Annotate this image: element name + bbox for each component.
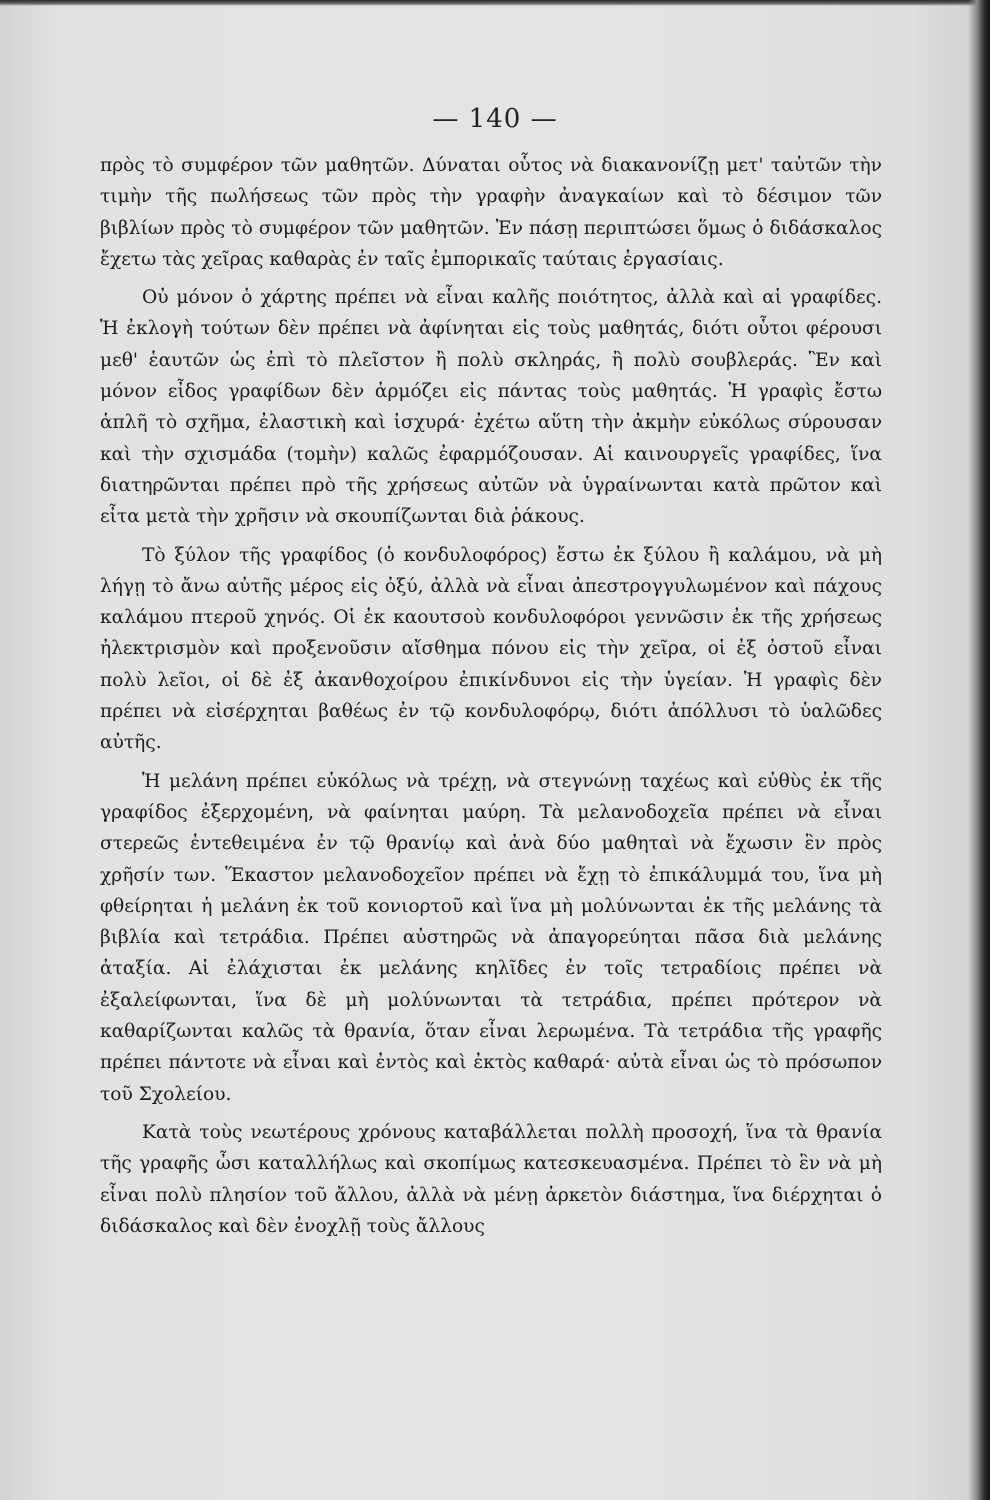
paragraph-2: Οὐ μόνον ὁ χάρτης πρέπει νὰ εἶναι καλῆς ποιότητος, ἀλλὰ καὶ αἱ γραφίδες. Ἡ ἐκλογὴ τούτων δὲν πρέπει νὰ ἀφίνηται εἰς τοὺς μαθητάς, διότι οὗτοι φέρουσι μεθ' ἑαυτῶν ὡς ἐπὶ τὸ πλεῖστον ἢ πολὺ σκληράς, ἢ πολὺ σουβλεράς. Ἓν καὶ μόνον εἶδος γραφίδων δὲν ἁρμόζει εἰς πάντας τοὺς μαθητάς. Ἡ γραφὶς ἔστω ἁπλῆ τὸ σχῆμα, ἐλαστικὴ καὶ ἰσχυρά· ἐχέτω αὕτη τὴν ἀκμὴν εὐκόλως σύρουσαν καὶ τὴν σχισμάδα (τομὴν) καλῶς ἐφαρμόζουσαν. Αἱ καινουργεῖς γραφίδες, ἵνα διατηρῶνται πρέπει πρὸ τῆς χρήσεως αὐτῶν νὰ ὑγραίνωνται κατὰ πρῶτον καὶ εἶτα μετὰ τὴν χρῆσιν νὰ σκουπίζωνται διὰ ῥάκους. — [100, 287, 882, 528]
page-number: — 140 — — [432, 104, 558, 134]
paragraph-5: Κατὰ τοὺς νεωτέρους χρόνους καταβάλλεται πολλὴ προσοχή, ἵνα τὰ θρανία τῆς γραφῆς ὦσι καταλλήλως καὶ σκοπίμως κατεσκευασμένα. Πρέπει τὸ ἓν νὰ μὴ εἶναι πολὺ πλησίον τοῦ ἄλλου, ἀλλὰ νὰ μένῃ ἀρκετὸν διάστημα, ἵνα διέρχηται ὁ διδάσκαλος καὶ δὲν ἐνοχλῇ τοὺς ἄλλους — [100, 1121, 882, 1237]
page-top-shadow — [0, 0, 990, 6]
paragraph-1: πρὸς τὸ συμφέρον τῶν μαθητῶν. Δύναται οὗτος νὰ διακανονίζῃ μετ' ταὐτῶν τὴν τιμὴν τῆς πωλήσεως τῶν πρὸς τὴν γραφὴν ἀναγκαίων καὶ τὸ δέσιμον τῶν βιβλίων πρὸς τὸ συμφέρον τῶν μαθητῶν. Ἐν πάσῃ περιπτώσει ὅμως ὁ διδάσκαλος ἔχετω τὰς χεῖρας καθαρὰς ἐν ταῖς ἐμπορικαῖς ταύταις ἐργασίαις. — [100, 155, 882, 270]
body-text — [100, 150, 882, 1242]
page-binding-shadow — [968, 0, 990, 1500]
paragraph-4: Ἡ μελάνη πρέπει εὐκόλως νὰ τρέχῃ, νὰ στεγνώνῃ ταχέως καὶ εὐθὺς ἐκ τῆς γραφίδος ἐξερχομένη, νὰ φαίνηται μαύρη. Τὰ μελανοδοχεῖα πρέπει νὰ εἶναι στερεῶς ἐντεθειμένα ἐν τῷ θρανίῳ καὶ ἀνὰ δύο μαθηταὶ νὰ ἔχωσιν ἓν πρὸς χρῆσίν των. Ἕκαστον μελανοδοχεῖον πρέπει νὰ ἔχῃ τὸ ἐπικάλυμμά του, ἵνα μὴ φθείρηται ἡ μελάνη ἐκ τοῦ κονιορτοῦ καὶ ἵνα μὴ μολύνωνται ἐκ τῆς μελάνης τὰ βιβλία καὶ τετράδια. Πρέπει αὐστηρῶς νὰ ἀπαγορεύηται πᾶσα διὰ μελάνης ἀταξία. Αἱ ἐλάχισται ἐκ μελάνης κηλῖδες ἐν τοῖς τετραδίοις πρέπει νὰ ἐξαλείφωνται, ἵνα δὲ μὴ μολύνωνται τὰ τετράδια, πρέπει πρότερον νὰ καθαρίζωνται καλῶς τὰ θρανία, ὅταν εἶναι λερωμένα. Τὰ τετράδια τῆς γραφῆς πρέπει πάντοτε νὰ εἶναι καὶ ἐντὸς καὶ ἐκτὸς καθαρά· αὐτὰ εἶναι ὡς τὸ πρόσωπον τοῦ Σχολείου. — [100, 770, 882, 1105]
paragraph-3: Τὸ ξύλον τῆς γραφίδος (ὁ κονδυλοφόρος) ἔστω ἐκ ξύλου ἢ καλάμου, νὰ μὴ λήγῃ τὸ ἄνω αὐτῆς μέρος εἰς ὀξύ, ἀλλὰ νὰ εἶναι ἀπεστρογγυλωμένον καὶ πάχους καλάμου πτεροῦ χηνός. Οἱ ἐκ καουτσοὺ κονδυλοφόροι γεννῶσιν ἐκ τῆς χρήσεως ἠλεκτρισμὸν καὶ προξενοῦσιν αἴσθημα πόνου εἰς τὴν χεῖρα, οἱ ἐξ ὀστοῦ εἶναι πολὺ λεῖοι, οἱ δὲ ἐξ ἀκανθοχοίρου ἐπικίνδυνοι εἰς τὴν ὑγείαν. Ἡ γραφὶς δὲν πρέπει νὰ εἰσέρχηται βαθέως ἐν τῷ κονδυλοφόρῳ, διότι ἀπόλλυσι τὸ ὑαλῶδες αὐτῆς. — [100, 544, 882, 754]
